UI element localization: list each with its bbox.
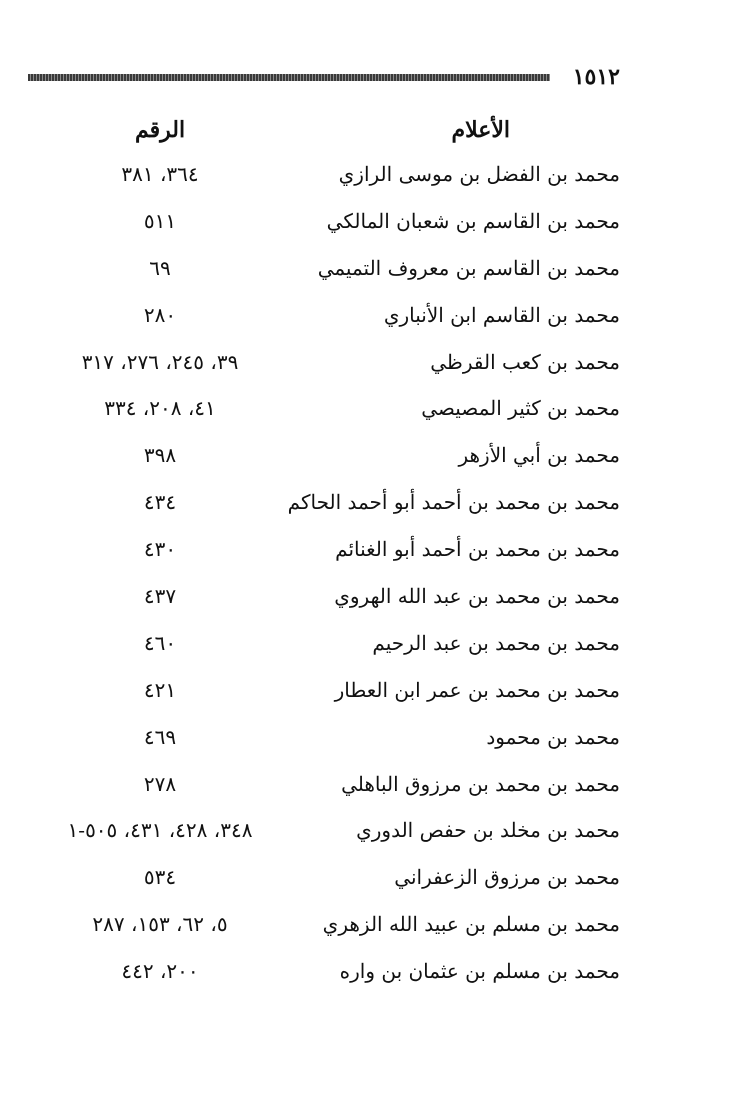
person-name: محمد بن القاسم ابن الأنباري xyxy=(383,302,620,327)
column-header-name: الأعلام xyxy=(451,117,510,143)
person-name: محمد بن محمد بن مرزوق الباهلي xyxy=(341,771,620,796)
person-name: محمد بن كعب القرظي xyxy=(430,349,620,374)
index-table xyxy=(30,108,620,996)
reference-numbers: ٦٩ xyxy=(149,255,171,280)
table-row xyxy=(30,808,620,855)
table-row xyxy=(30,480,620,527)
reference-numbers: ٥٣٤ xyxy=(143,865,177,890)
table-row xyxy=(30,668,620,715)
table-row xyxy=(30,762,620,809)
person-name: محمد بن مسلم بن عبيد الله الزهري xyxy=(322,912,620,937)
person-name: محمد بن محمد بن عبد الله الهروي xyxy=(334,584,620,609)
reference-numbers: ٥، ٦٢، ١٥٣، ٢٨٧ xyxy=(92,912,228,937)
header-rule xyxy=(28,74,550,81)
person-name: محمد بن الفضل بن موسى الرازي xyxy=(338,162,620,186)
page-number: ١٥١٢ xyxy=(572,64,620,90)
reference-numbers: ٣٩، ٢٤٥، ٢٧٦، ٣١٧ xyxy=(81,349,239,374)
person-name: محمد بن القاسم بن معروف التميمي xyxy=(317,255,620,280)
person-name: محمد بن أبي الأزهر xyxy=(458,443,620,468)
person-name: محمد بن محمد بن عمر ابن العطار xyxy=(334,677,620,702)
person-name: محمد بن كثير المصيصي xyxy=(421,396,620,421)
person-name: محمد بن محمد بن أحمد أبو الغنائم xyxy=(335,537,620,562)
table-row xyxy=(30,902,620,949)
column-header-number: الرقم xyxy=(134,117,186,143)
table-row xyxy=(30,855,620,902)
person-name: محمد بن محمد بن أحمد أبو أحمد الحاكم xyxy=(287,490,620,515)
reference-numbers: ٢٨٠ xyxy=(143,302,177,327)
reference-numbers: ٤٦٩ xyxy=(143,724,177,749)
reference-numbers: ٤٣٧ xyxy=(143,584,177,609)
reference-numbers: ٤٣٤ xyxy=(143,490,177,515)
table-row xyxy=(30,199,620,246)
table-row xyxy=(30,715,620,762)
person-name: محمد بن محمد بن عبد الرحيم xyxy=(372,630,620,655)
table-row xyxy=(30,527,620,574)
table-row xyxy=(30,293,620,340)
person-name: محمد بن القاسم بن شعبان المالكي xyxy=(326,208,620,233)
table-row xyxy=(30,433,620,480)
reference-numbers: ٣٩٨ xyxy=(143,443,177,468)
person-name: محمد بن محمود xyxy=(486,724,620,749)
table-header xyxy=(30,108,620,152)
table-row xyxy=(30,949,620,996)
reference-numbers: ٢٧٨ xyxy=(143,771,177,796)
table-row xyxy=(30,246,620,293)
page-header xyxy=(28,62,620,92)
reference-numbers: ٤١، ٢٠٨، ٣٣٤ xyxy=(104,396,216,421)
reference-numbers: ٢٠٠، ٤٤٢ xyxy=(121,959,199,984)
reference-numbers: ٤٣٠ xyxy=(143,537,177,562)
person-name: محمد بن مسلم بن عثمان بن واره xyxy=(339,959,620,984)
person-name: محمد بن مخلد بن حفص الدوري xyxy=(356,818,620,843)
reference-numbers: ٤٦٠ xyxy=(143,630,177,655)
table-row xyxy=(30,386,620,433)
reference-numbers: ٣٦٤، ٣٨١ xyxy=(121,162,199,186)
table-row xyxy=(30,340,620,387)
reference-numbers: ٥١١ xyxy=(143,208,177,233)
table-row xyxy=(30,152,620,199)
reference-numbers: ٣٤٨، ٤٢٨، ٤٣١، ٥٠٥-١ xyxy=(67,818,253,843)
reference-numbers: ٤٢١ xyxy=(143,677,177,702)
table-row xyxy=(30,621,620,668)
person-name: محمد بن مرزوق الزعفراني xyxy=(394,865,620,890)
table-row xyxy=(30,574,620,621)
